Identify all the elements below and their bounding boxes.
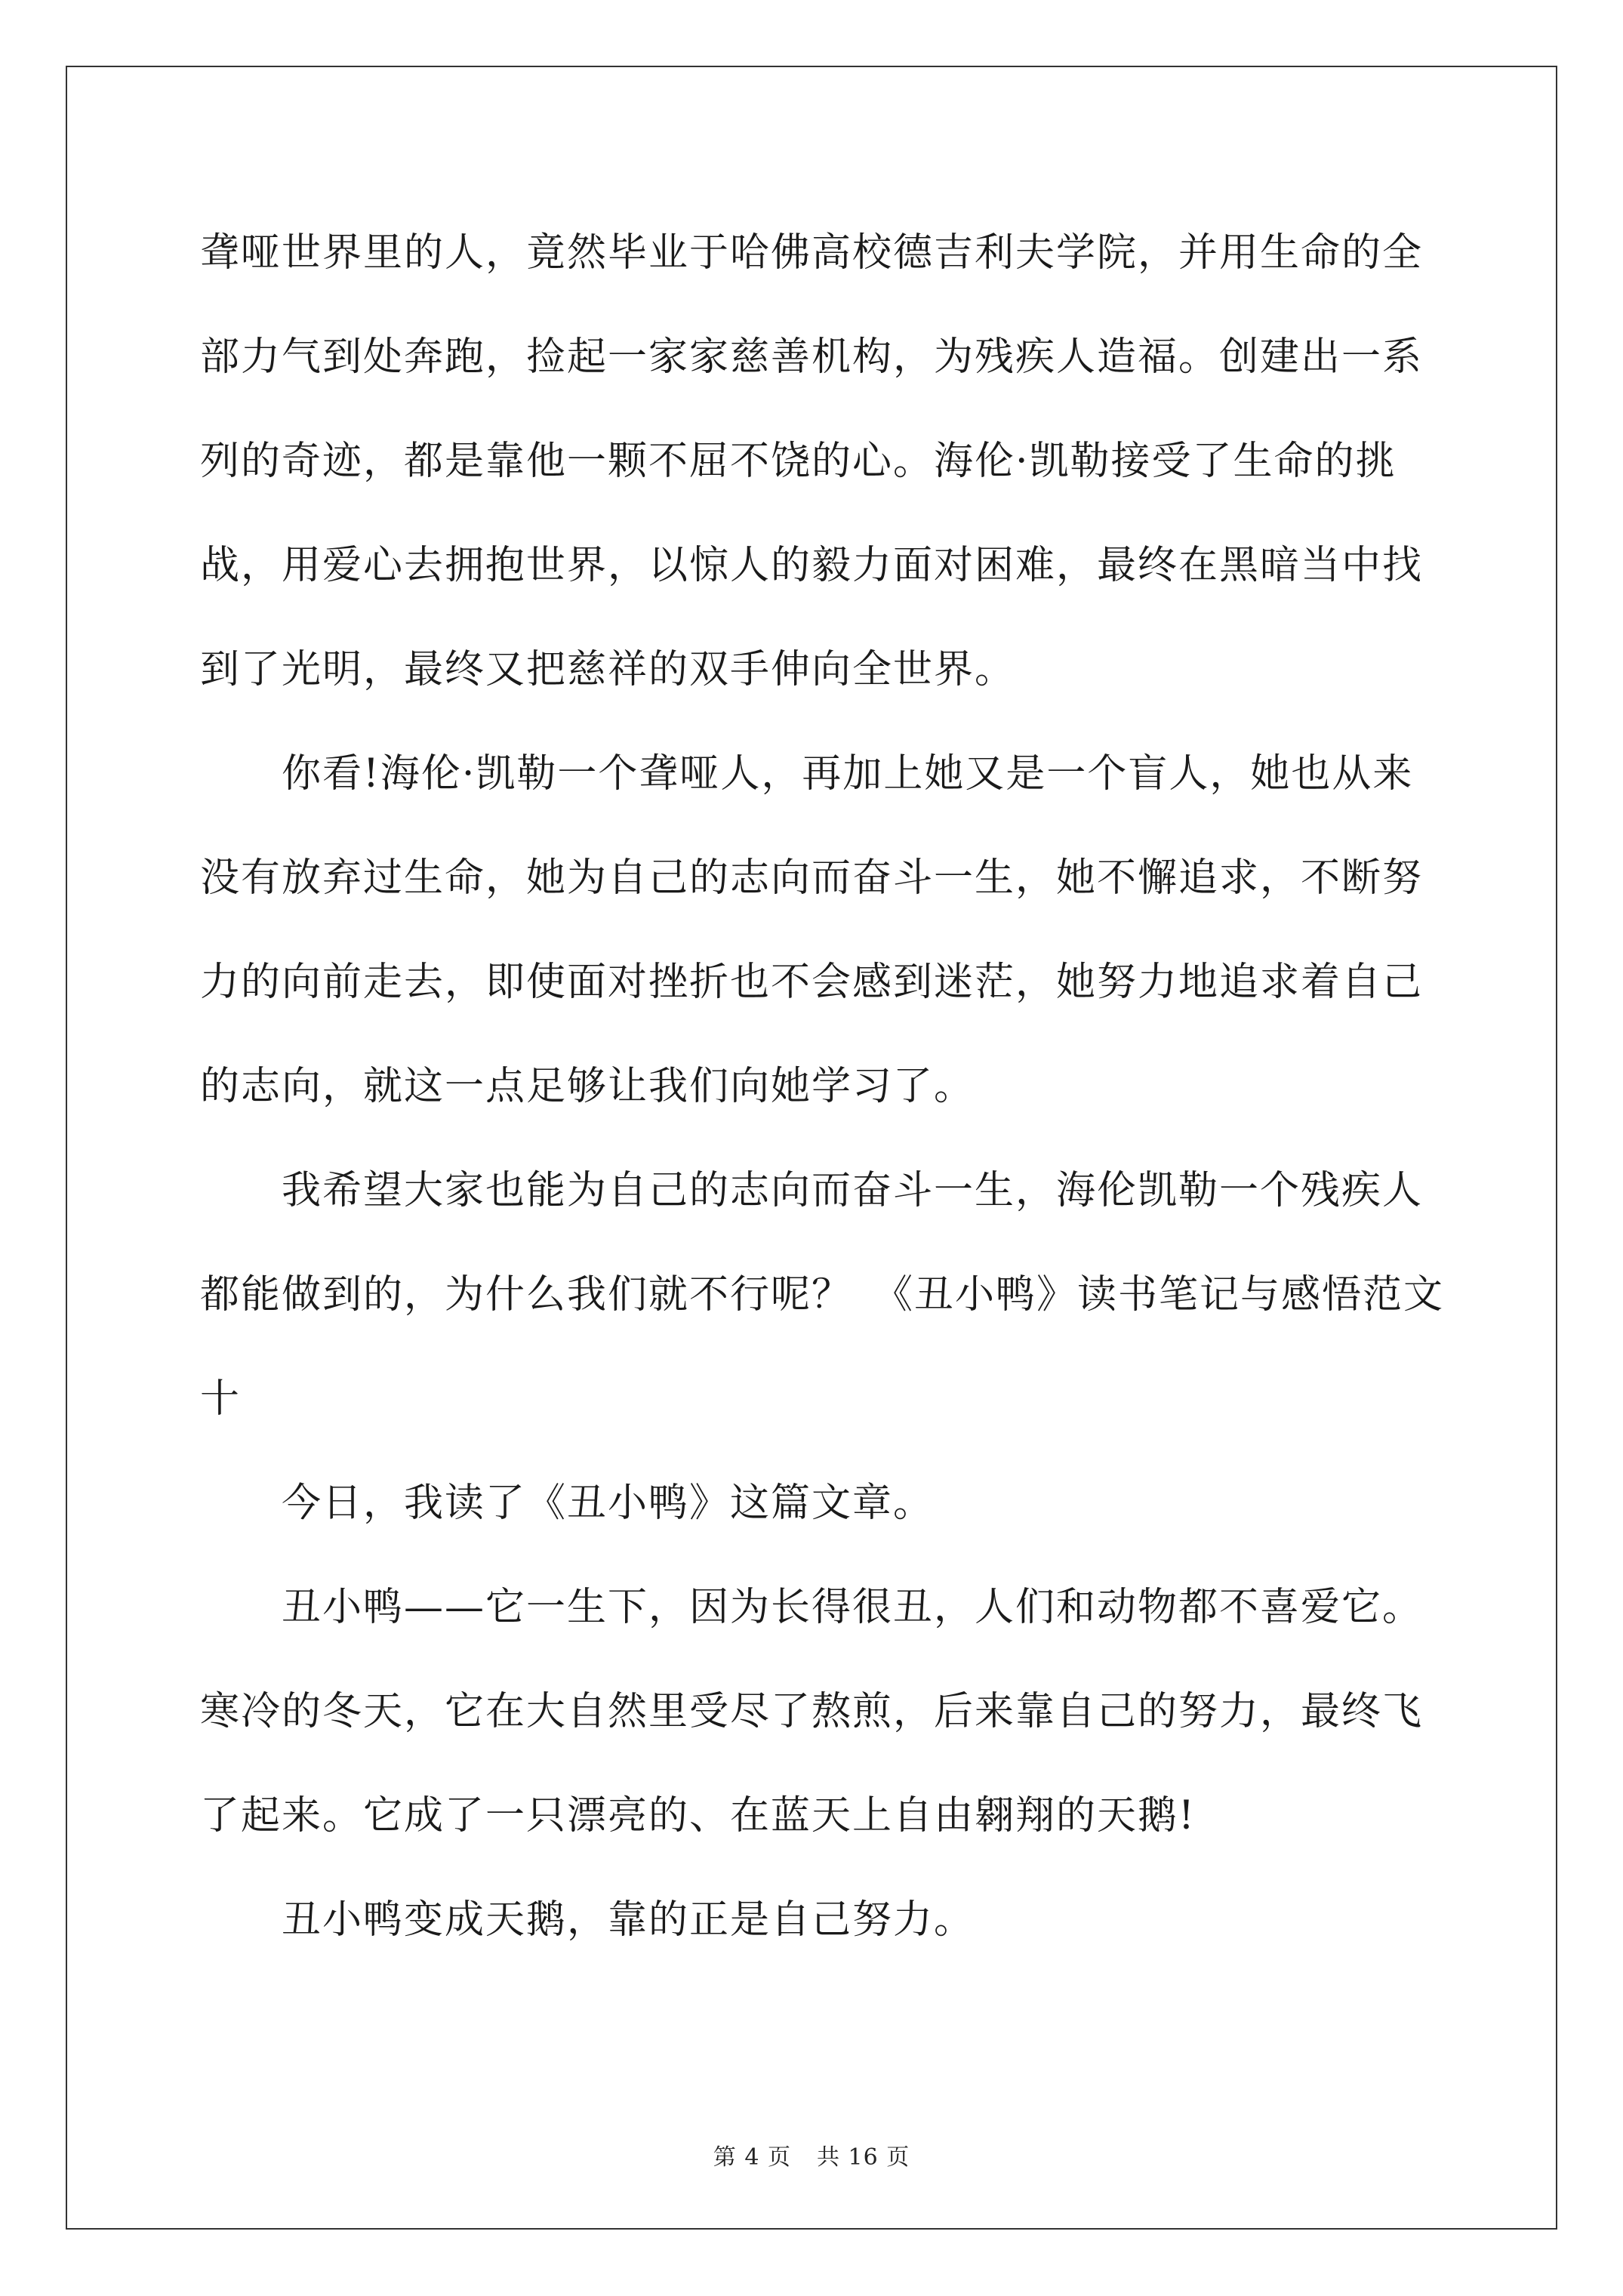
text-line: 力的向前走去，即使面对挫折也不会感到迷茫，她努力地追求着自己 [200,960,1424,1005]
text-line: 丑小鸭——它一生下，因为长得很丑，人们和动物都不喜爱它。 [282,1585,1424,1630]
text-line: 战，用爱心去拥抱世界，以惊人的毅力面对困难，最终在黑暗当中找 [200,543,1424,588]
page-total: 共 16 页 [816,2144,910,2171]
text-line: 没有放弃过生命，她为自己的志向而奋斗一生，她不懈追求，不断努 [200,855,1424,901]
text-line: 你看!海伦·凯勒一个聋哑人，再加上她又是一个盲人，她也从来 [282,751,1414,797]
text-line: 部力气到处奔跑，捡起一家家慈善机构，为残疾人造福。创建出一系 [200,334,1424,380]
document-body [200,219,1445,1990]
page-footer [0,2138,1623,2171]
page-number: 第 4 页 [713,2144,791,2171]
text-line: 今日，我读了《丑小鸭》这篇文章。 [282,1481,935,1526]
text-line: 十 [200,1376,242,1422]
text-line: 的志向，就这一点足够让我们向她学习了。 [200,1064,975,1109]
text-line: 聋哑世界里的人，竟然毕业于哈佛高校德吉利夫学院，并用生命的全 [200,230,1424,276]
text-line: 列的奇迹，都是靠他一颗不屈不饶的心。海伦·凯勒接受了生命的挑 [200,439,1397,484]
text-line: 寒冷的冬天，它在大自然里受尽了熬煎，后来靠自己的努力，最终飞 [200,1689,1424,1734]
text-line: 到了光明，最终又把慈祥的双手伸向全世界。 [200,647,1016,692]
text-line: 我希望大家也能为自己的志向而奋斗一生，海伦凯勒一个残疾人 [282,1168,1424,1213]
text-line: 了起来。它成了一只漂亮的、在蓝天上自由翱翔的天鹅! [200,1793,1196,1838]
text-line: 丑小鸭变成天鹅，靠的正是自己努力。 [282,1897,975,1943]
text-line: 都能做到的，为什么我们就不行呢？ 《丑小鸭》读书笔记与感悟范文 [200,1272,1445,1318]
